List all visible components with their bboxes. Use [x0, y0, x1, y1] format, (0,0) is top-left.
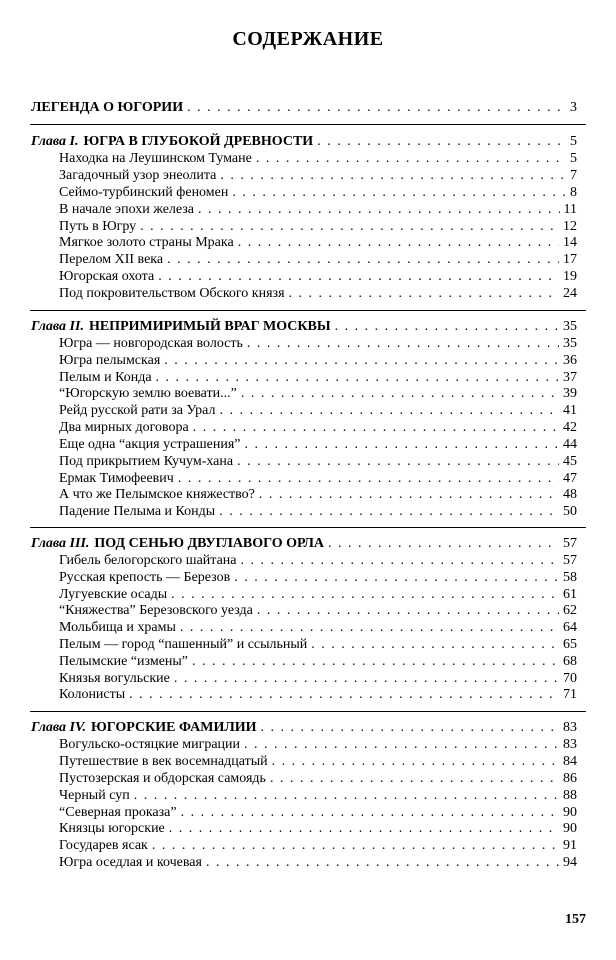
entry-title: Лугуевские осады [59, 587, 168, 602]
entry-page: 90 [563, 821, 577, 836]
toc-entry[interactable] [59, 736, 577, 754]
chapter-prefix: Глава IV. [31, 720, 87, 735]
dot-leader [270, 770, 559, 788]
toc-entry[interactable] [59, 436, 577, 454]
toc-entry[interactable] [59, 837, 577, 855]
entry-title: Сеймо-турбинский феномен [59, 185, 229, 200]
toc-entry[interactable] [59, 335, 577, 353]
entry-page: 64 [563, 620, 577, 635]
dot-leader [328, 535, 559, 553]
section-divider [30, 124, 586, 125]
dot-leader [244, 436, 559, 454]
entry-title: Югра оседлая и кочевая [59, 855, 202, 870]
entry-page: 50 [563, 504, 577, 519]
entry-page: 5 [570, 151, 577, 166]
chapter-title: ЮГРА В ГЛУБОКОЙ ДРЕВНОСТИ [83, 134, 314, 149]
entry-title: Находка на Леушинском Тумане [59, 151, 252, 166]
dot-leader [169, 820, 559, 838]
entry-title: Путешествие в век восемнадцатый [59, 754, 268, 769]
chapter-page: 35 [563, 319, 577, 334]
dot-leader [237, 453, 559, 471]
dot-leader [187, 99, 566, 117]
dot-leader [317, 133, 566, 151]
entry-page: 12 [563, 219, 577, 234]
entry-page: 17 [563, 252, 577, 267]
toc-entry[interactable] [59, 753, 577, 771]
page-number: 157 [565, 912, 586, 927]
entry-page: 41 [563, 403, 577, 418]
entry-page: 35 [563, 336, 577, 351]
entry-title: Ермак Тимофеевич [59, 471, 174, 486]
dot-leader [198, 201, 559, 219]
entry-page: 57 [563, 553, 577, 568]
entry-title: Пустозерская и обдорская самоядь [59, 771, 266, 786]
entry-page: 94 [563, 855, 577, 870]
chapter-page: 5 [570, 134, 577, 149]
entry-page: 62 [563, 603, 577, 618]
chapter-prefix: Глава II. [31, 319, 84, 334]
entry-page: 84 [563, 754, 577, 769]
chapter-heading[interactable] [31, 719, 577, 737]
entry-page: 8 [570, 185, 577, 200]
entry-page: 91 [563, 838, 577, 853]
entry-title: В начале эпохи железа [59, 202, 195, 217]
toc-entry[interactable] [59, 150, 577, 168]
toc-entry[interactable] [59, 419, 577, 437]
dot-leader [247, 335, 559, 353]
entry-title: Мягкое золото страны Мрака [59, 235, 234, 250]
entry-title: Государев ясак [59, 838, 148, 853]
dot-leader [192, 653, 559, 671]
toc-entry[interactable] [59, 268, 577, 286]
entry-page: 7 [570, 168, 577, 183]
chapter-heading[interactable] [31, 318, 577, 336]
toc-entry[interactable] [59, 569, 577, 587]
entry-title: Югра — новгородская волость [59, 336, 243, 351]
entry-page: 83 [563, 737, 577, 752]
dot-leader [219, 402, 559, 420]
entry-page: 36 [563, 353, 577, 368]
dot-leader [234, 569, 559, 587]
dot-leader [272, 753, 559, 771]
dot-leader [134, 787, 559, 805]
entry-page: 58 [563, 570, 577, 585]
dot-leader [129, 686, 559, 704]
dot-leader [152, 837, 559, 855]
toc-legend-entry[interactable] [31, 99, 577, 117]
toc-entry[interactable] [59, 201, 577, 219]
entry-title: Путь в Югру [59, 219, 137, 234]
entry-title: Колонисты [59, 687, 126, 702]
toc-entry[interactable] [59, 184, 577, 202]
toc-entry[interactable] [59, 352, 577, 370]
dot-leader [259, 486, 559, 504]
dot-leader [241, 552, 559, 570]
dot-leader [241, 385, 559, 403]
entry-title: Князцы югорские [59, 821, 165, 836]
chapter-page: 83 [563, 720, 577, 735]
entry-title: Югра пелымская [59, 353, 161, 368]
entry-page: 14 [563, 235, 577, 250]
dot-leader [180, 619, 559, 637]
entry-page: 19 [563, 269, 577, 284]
entry-title: Князья вогульские [59, 671, 170, 686]
toc-entry[interactable] [59, 820, 577, 838]
entry-page: 42 [563, 420, 577, 435]
section-divider [30, 527, 586, 528]
entry-title: Пелым — город “пашенный” и ссыльный [59, 637, 308, 652]
toc-entry[interactable] [59, 503, 577, 521]
entry-title: Загадочный узор энеолита [59, 168, 217, 183]
dot-leader [257, 602, 559, 620]
chapter-title: ПОД СЕНЬЮ ДВУГЛАВОГО ОРЛА [94, 536, 324, 551]
chapter-heading[interactable] [31, 133, 577, 151]
chapter-title: НЕПРИМИРИМЫЙ ВРАГ МОСКВЫ [88, 319, 331, 334]
toc-entry[interactable] [59, 167, 577, 185]
entry-page: 45 [563, 454, 577, 469]
entry-page: 61 [563, 587, 577, 602]
dot-leader [220, 167, 566, 185]
chapter-page: 57 [563, 536, 577, 551]
toc-entry[interactable] [59, 234, 577, 252]
entry-title: Рейд русской рати за Урал [59, 403, 216, 418]
entry-title: Два мирных договора [59, 420, 189, 435]
entry-title: Падение Пелыма и Конды [59, 504, 216, 519]
toc-entry[interactable] [59, 552, 577, 570]
entry-title: Черный суп [59, 788, 130, 803]
entry-title: Мольбища и храмы [59, 620, 176, 635]
entry-title: ЛЕГЕНДА О ЮГОРИИ [31, 100, 184, 115]
section-divider [30, 711, 586, 712]
chapter-prefix: Глава I. [31, 134, 79, 149]
section-divider [30, 310, 586, 311]
dot-leader [219, 503, 559, 521]
dot-leader [289, 285, 559, 303]
entry-title: Пелым и Конда [59, 370, 152, 385]
chapter-heading[interactable] [31, 535, 577, 553]
entry-page: 65 [563, 637, 577, 652]
toc-entry[interactable] [59, 619, 577, 637]
entry-page: 3 [570, 100, 577, 115]
entry-page: 48 [563, 487, 577, 502]
entry-page: 47 [563, 471, 577, 486]
dot-leader [261, 719, 559, 737]
dot-leader [311, 636, 559, 654]
entry-page: 88 [563, 788, 577, 803]
toc-entry[interactable] [59, 636, 577, 654]
dot-leader [335, 318, 559, 336]
entry-title: Еще одна “акция устрашения” [59, 437, 241, 452]
toc-entry[interactable] [59, 402, 577, 420]
entry-title: Вогульско-остяцкие миграции [59, 737, 241, 752]
dot-leader [206, 854, 559, 872]
entry-page: 44 [563, 437, 577, 452]
dot-leader [167, 251, 559, 269]
entry-title: Югорская охота [59, 269, 155, 284]
entry-page: 90 [563, 805, 577, 820]
toc-entry[interactable] [59, 602, 577, 620]
toc-entry[interactable] [59, 787, 577, 805]
dot-leader [238, 234, 559, 252]
dot-leader [244, 736, 559, 754]
entry-title: А что же Пелымское княжество? [59, 487, 255, 502]
toc-entry[interactable] [59, 285, 577, 303]
toc-entry[interactable] [59, 686, 577, 704]
entry-title: “Югорскую землю воевати...” [59, 386, 237, 401]
dot-leader [256, 150, 566, 168]
entry-title: “Княжества” Березовского уезда [59, 603, 253, 618]
entry-page: 37 [563, 370, 577, 385]
page-title: СОДЕРЖАНИЕ [232, 28, 384, 50]
entry-title: Перелом XII века [59, 252, 164, 267]
toc-entry[interactable] [59, 770, 577, 788]
entry-page: 11 [563, 202, 577, 217]
toc-entry[interactable] [59, 385, 577, 403]
entry-page: 70 [563, 671, 577, 686]
entry-title: Пелымские “измены” [59, 654, 189, 669]
chapter-title: ЮГОРСКИЕ ФАМИЛИИ [91, 720, 257, 735]
toc-entry[interactable] [59, 251, 577, 269]
chapter-prefix: Глава III. [31, 536, 90, 551]
entry-title: Под покровительством Обского князя [59, 286, 285, 301]
entry-page: 86 [563, 771, 577, 786]
entry-title: Гибель белогорского шайтана [59, 553, 237, 568]
entry-page: 71 [563, 687, 577, 702]
dot-leader [232, 184, 566, 202]
toc-entry[interactable] [59, 854, 577, 872]
toc-entry[interactable] [59, 653, 577, 671]
dot-leader [193, 419, 559, 437]
entry-page: 39 [563, 386, 577, 401]
toc-entry[interactable] [59, 486, 577, 504]
entry-title: “Северная проказа” [59, 805, 177, 820]
dot-leader [158, 268, 559, 286]
entry-page: 68 [563, 654, 577, 669]
entry-title: Русская крепость — Березов [59, 570, 231, 585]
entry-title: Под прикрытием Кучум-хана [59, 454, 234, 469]
entry-page: 24 [563, 286, 577, 301]
dot-leader [164, 352, 559, 370]
toc-entry[interactable] [59, 453, 577, 471]
